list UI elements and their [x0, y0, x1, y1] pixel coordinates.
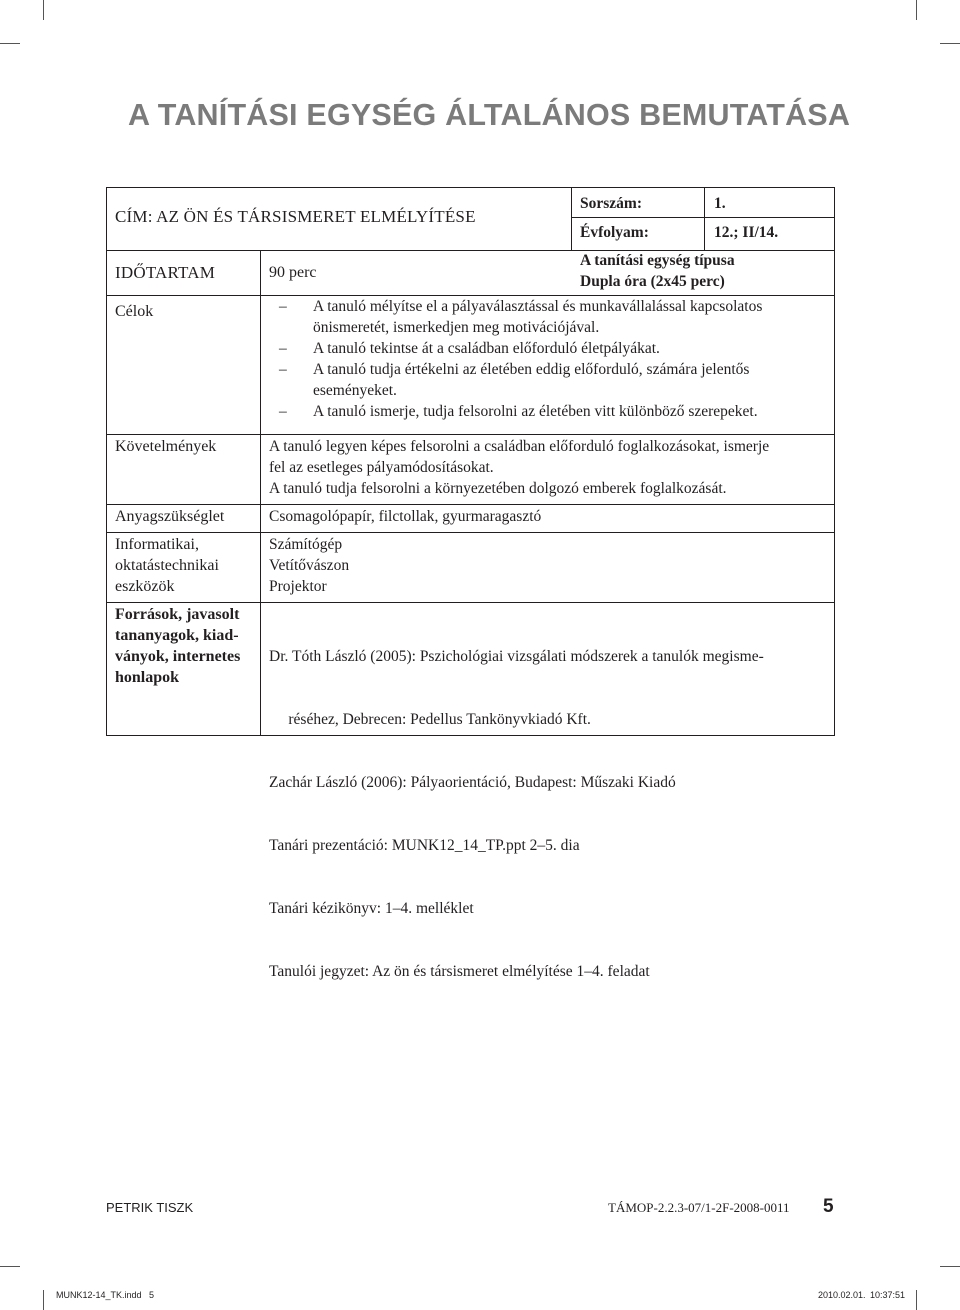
- page-title: A TANÍTÁSI EGYSÉG ÁLTALÁNOS BEMUTATÁSA: [128, 98, 851, 132]
- crop-mark: [0, 1266, 20, 1267]
- lesson-title: CÍM: AZ ÖN ÉS TÁRSISMERET ELMÉLYÍTÉSE: [115, 207, 476, 226]
- label-line: ványok, internetes: [115, 648, 241, 665]
- crop-mark: [940, 43, 960, 44]
- kovetelmenyek-text: [269, 436, 769, 499]
- text-line: réséhez, Debrecen: Pedellus Tankönyvkiadó Kft.: [269, 711, 591, 728]
- anyag-text: [269, 506, 541, 527]
- crop-mark: [916, 1290, 917, 1310]
- slug-date: 2010.02.01.: [818, 1290, 866, 1300]
- label-line: eszközök: [115, 578, 175, 595]
- table-divider: [107, 602, 835, 603]
- text-line: A tanuló legyen képes felsorolni a családban előforduló foglalkozásokat, ismerje: [269, 438, 770, 455]
- label-line: tananyagok, kiad-: [115, 627, 239, 644]
- list-item-line: A tanuló mélyítse el a pályaválasztással és munkavállalással kapcsolatos: [313, 298, 763, 315]
- footer-project-code: TÁMOP-2.2.3-07/1-2F-2008-0011: [608, 1200, 790, 1215]
- evfolyam-label: Évfolyam:: [580, 224, 649, 241]
- celok-list: [272, 296, 830, 422]
- evfolyam-value: 12.; II/14.: [714, 224, 779, 241]
- table-divider: [107, 532, 835, 533]
- list-item: – A tanuló tekintse át a családban előforduló életpályákat.: [272, 338, 830, 359]
- text-line: Számítógép: [269, 536, 343, 553]
- text-line: Tanulói jegyzet: Az ön és társismeret elmélyítése 1–4. feladat: [269, 963, 650, 980]
- list-item: – A tanuló tudja értékelni az életében eddig előforduló, számára jelentős eseményeket.: [272, 359, 830, 401]
- idotartam-value: 90 perc: [269, 264, 317, 281]
- celok-label: Célok: [115, 303, 154, 320]
- slug-time: 10:37:51: [870, 1290, 906, 1300]
- text-line: A tanuló tudja felsorolni a környezetében dolgozó emberek foglalkozását.: [269, 480, 727, 497]
- footer-publisher: PETRIK TISZK: [106, 1200, 194, 1215]
- informatikai-text: [269, 534, 349, 597]
- text-line: Tanári kézikönyv: 1–4. melléklet: [269, 900, 474, 917]
- text-line: Dr. Tóth László (2005): Pszichológiai vizsgálati módszerek a tanulók megisme-: [269, 648, 764, 665]
- text-line: Tanári prezentáció: MUNK12_14_TP.ppt 2–5. dia: [269, 837, 580, 854]
- text-line: fel az esetleges pályamódosításokat.: [269, 459, 494, 476]
- list-item: – A tanuló mélyítse el a pályaválasztással és munkavállalással kapcsolatos önismeretét, ismerkedjen meg motivációjával.: [272, 296, 830, 338]
- list-item-line: önismeretét, ismerkedjen meg motivációjával.: [313, 319, 600, 336]
- anyag-label: Anyagszükséglet: [115, 508, 225, 525]
- list-item-line: eseményeket.: [313, 382, 397, 399]
- text-line: Zachár László (2006): Pályaorientáció, Budapest: Műszaki Kiadó: [269, 774, 676, 791]
- tipus-label: A tanítási egység típusa: [580, 252, 735, 269]
- table-divider: [107, 504, 835, 505]
- kovetelmenyek-label: Követelmények: [115, 438, 217, 455]
- tipus-value: Dupla óra (2x45 perc): [580, 273, 725, 290]
- list-item: – A tanuló ismerje, tudja felsorolni az életében vitt különböző szerepeket.: [272, 401, 830, 422]
- idotartam-label: IDŐTARTAM: [115, 263, 216, 282]
- label-line: Források, javasolt: [115, 606, 240, 623]
- crop-mark: [43, 0, 44, 20]
- list-item-line: A tanuló ismerje, tudja felsorolni az életében vitt különböző szerepeket.: [313, 403, 758, 420]
- table-divider: [571, 188, 572, 250]
- forrasok-label: [115, 604, 240, 688]
- table-divider: [704, 188, 705, 250]
- page-number: 5: [823, 1196, 834, 1217]
- table-divider: [260, 250, 261, 736]
- lesson-info-table: [106, 187, 835, 980]
- list-item-line: A tanuló tudja értékelni az életében eddig előforduló, számára jelentős: [313, 361, 750, 378]
- text-line: Csomagolópapír, filctollak, gyurmaragasztó: [269, 508, 542, 525]
- table-divider: [107, 434, 835, 435]
- text-line: Projektor: [269, 578, 327, 595]
- crop-mark: [916, 0, 917, 20]
- crop-mark: [0, 43, 20, 44]
- list-item-line: A tanuló tekintse át a családban előforduló életpályákat.: [313, 340, 660, 357]
- label-line: oktatástechnikai: [115, 557, 219, 574]
- slug-file: MUNK12-14_TK.indd 5: [56, 1290, 155, 1300]
- forrasok-text: [269, 604, 764, 1024]
- crop-mark: [940, 1266, 960, 1267]
- crop-mark: [43, 1290, 44, 1310]
- table-divider: [571, 217, 835, 218]
- text-line: Vetítővászon: [269, 557, 350, 574]
- sorszam-value: 1.: [714, 195, 726, 212]
- sorszam-label: Sorszám:: [580, 195, 642, 212]
- label-line: Informatikai,: [115, 536, 199, 553]
- label-line: honlapok: [115, 669, 180, 686]
- informatikai-label: [115, 534, 219, 597]
